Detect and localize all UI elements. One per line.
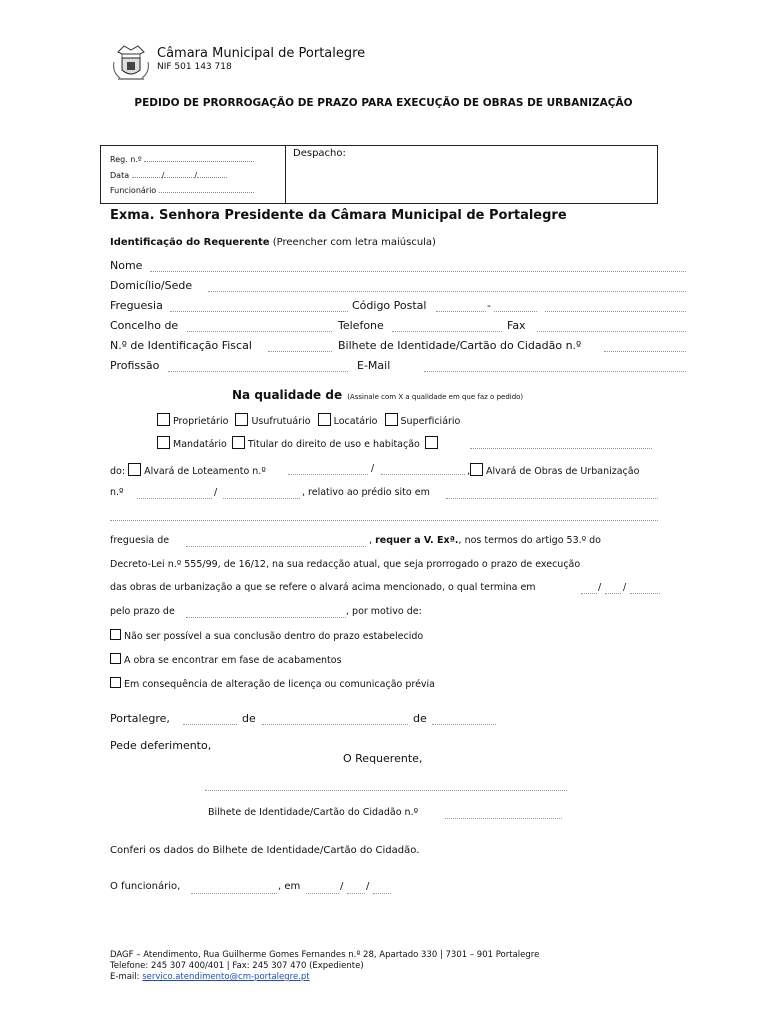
date-label: Data (110, 171, 130, 180)
email-label: E-Mail (357, 359, 391, 372)
reg-field[interactable] (110, 153, 254, 164)
capacity-row-2 (157, 436, 441, 450)
footer-email-row: E-mail: servico.atendimento@cm-portalegre.pt (110, 972, 310, 982)
reason-1-checkbox[interactable] (110, 629, 121, 640)
municipality-label: Concelho de (110, 319, 179, 332)
end-day-input[interactable] (581, 593, 597, 594)
requerente-label: O Requerente, (343, 752, 423, 765)
end-month-input[interactable] (605, 593, 621, 594)
works-permit-checkbox[interactable] (470, 463, 483, 476)
clerk-name-input[interactable] (191, 893, 277, 894)
footer-address: DAGF – Atendimento, Rua Guilherme Gomes Fernandes n.º 28, Apartado 330 | 7301 – 901 Portalegre (110, 950, 540, 960)
tax-id-label: N.º de Identificação Fiscal (110, 339, 252, 352)
tenant-option[interactable]: Locatário (318, 416, 378, 427)
profession-label: Profissão (110, 359, 160, 372)
phone-input[interactable] (392, 331, 502, 332)
fax-input[interactable] (537, 331, 686, 332)
signer-id-card-label: Bilhete de Identidade/Cartão do Cidadão n.º (208, 807, 419, 818)
permit-n-label: n.º (110, 487, 124, 498)
reason-option-3[interactable]: Em consequência de alteração de licença ou comunicação prévia (110, 677, 435, 690)
signature-line[interactable] (205, 790, 567, 791)
sign-year-input[interactable] (432, 724, 496, 725)
org-name: Câmara Municipal de Portalegre (157, 46, 366, 61)
usufructuary-checkbox[interactable] (235, 413, 248, 426)
surface-right-option[interactable]: Superficiário (385, 416, 461, 427)
period-label: pelo prazo de (110, 606, 175, 617)
date-field[interactable]: Data / / (110, 169, 227, 180)
clerk-month-input[interactable] (347, 893, 365, 894)
sign-month-input[interactable] (262, 724, 408, 725)
profession-input[interactable] (168, 371, 348, 372)
clerk-day-input[interactable] (306, 893, 339, 894)
clerk-year-input[interactable] (373, 893, 391, 894)
clerk-closing-label: O funcionário, (110, 881, 181, 892)
use-right-option[interactable]: Titular do direito de uso e habitação (232, 439, 420, 450)
deferimento-text: Pede deferimento, (110, 739, 212, 752)
footer (110, 950, 539, 983)
other-option[interactable] (425, 439, 441, 450)
works-permit-year-input[interactable] (223, 498, 300, 499)
request-parish-input[interactable] (186, 546, 366, 547)
owner-checkbox[interactable] (157, 413, 170, 426)
applicant-heading: Identificação do Requerente (Preencher com letra maiúscula) (110, 237, 436, 248)
name-label: Nome (110, 259, 143, 272)
postal-locality-input[interactable] (545, 311, 686, 312)
request-text-2: Decreto-Lei n.º 555/99, de 16/12, na sua redacção atual, que seja prorrogado o prazo de execução (110, 559, 581, 570)
subdivision-permit-checkbox[interactable] (128, 463, 141, 476)
parish-label: Freguesia (110, 299, 163, 312)
agent-option[interactable]: Mandatário (157, 439, 227, 450)
email-input[interactable] (424, 371, 686, 372)
reg-label: Reg. n.º (110, 155, 142, 164)
place-label: Portalegre, (110, 712, 170, 725)
postal-code-input-b[interactable] (494, 311, 537, 312)
property-input-2[interactable] (110, 520, 658, 521)
period-input[interactable] (186, 617, 346, 618)
registry-box (100, 145, 658, 204)
works-permit-number-input[interactable] (137, 498, 212, 499)
usufructuary-option[interactable]: Usufrutuário (235, 416, 310, 427)
addressee: Exma. Senhora Presidente da Câmara Municipal de Portalegre (110, 208, 567, 223)
permit-row: do: Alvará de Loteamento n.º (110, 463, 266, 477)
postal-sep: - (487, 299, 491, 312)
request-text-3: das obras de urbanização a que se refere o alvará acima mencionado, o qual termina em (110, 582, 536, 593)
owner-option[interactable]: Proprietário (157, 416, 228, 427)
capacity-heading: Na qualidade de (Assinale com X a qualidade em que faz o pedido) (232, 388, 524, 402)
nif: NIF 501 143 718 (157, 62, 232, 72)
despacho-label: Despacho: (293, 148, 346, 159)
reason-option-2[interactable]: A obra se encontrar em fase de acabamentos (110, 653, 342, 666)
clerk-field[interactable] (110, 184, 254, 195)
domicile-label: Domicílio/Sede (110, 279, 193, 292)
works-permit-label: Alvará de Obras de Urbanização (486, 466, 640, 477)
reason-label: , por motivo de: (346, 606, 422, 617)
subdivision-permit-year-input[interactable] (381, 474, 465, 475)
other-capacity-input[interactable] (470, 448, 652, 449)
works-permit-option[interactable]: , Alvará de Obras de Urbanização (467, 463, 639, 477)
reason-option-1[interactable]: Não ser possível a sua conclusão dentro do prazo estabelecido (110, 629, 423, 642)
footer-phone: Telefone: 245 307 400/401 | Fax: 245 307 470 (Expediente) (110, 961, 364, 971)
use-right-checkbox[interactable] (232, 436, 245, 449)
verified-text: Conferi os dados do Bilhete de Identidade/Cartão do Cidadão. (110, 845, 420, 856)
clerk-label: Funcionário (110, 186, 157, 195)
form-title: PEDIDO DE PRORROGAÇÃO DE PRAZO PARA EXECUÇÃO DE OBRAS DE URBANIZAÇÃO (134, 97, 633, 109)
tenant-checkbox[interactable] (318, 413, 331, 426)
parish-input[interactable] (170, 311, 348, 312)
footer-email-link[interactable]: servico.atendimento@cm-portalegre.pt (142, 972, 310, 982)
other-checkbox[interactable] (425, 436, 438, 449)
property-input-1[interactable] (446, 498, 658, 499)
signer-id-card-input[interactable] (445, 818, 562, 819)
surface-right-checkbox[interactable] (385, 413, 398, 426)
parish-prefix: freguesia de (110, 535, 170, 546)
name-input[interactable] (150, 271, 686, 272)
tax-id-input[interactable] (268, 351, 332, 352)
subdivision-permit-label: Alvará de Loteamento n.º (144, 466, 266, 477)
end-year-input[interactable] (630, 593, 660, 594)
domicile-input[interactable] (208, 291, 686, 292)
property-label: , relativo ao prédio sito em (302, 487, 430, 498)
municipal-coat-of-arms-icon (110, 42, 152, 82)
sign-day-input[interactable] (183, 724, 237, 725)
postal-code-input-a[interactable] (436, 311, 486, 312)
request-text-1: , requer a V. Exª., nos termos do artigo 53.º do (369, 535, 601, 546)
reason-3-checkbox[interactable] (110, 677, 121, 688)
agent-checkbox[interactable] (157, 436, 170, 449)
phone-label: Telefone (338, 319, 384, 332)
capacity-row-1 (157, 413, 460, 427)
postal-code-label: Código Postal (352, 299, 427, 312)
municipality-input[interactable] (187, 331, 332, 332)
id-card-input[interactable] (604, 351, 686, 352)
fax-label: Fax (507, 319, 526, 332)
subdivision-permit-number-input[interactable] (288, 474, 368, 475)
reason-2-checkbox[interactable] (110, 653, 121, 664)
id-card-label: Bilhete de Identidade/Cartão do Cidadão n.º (338, 339, 582, 352)
